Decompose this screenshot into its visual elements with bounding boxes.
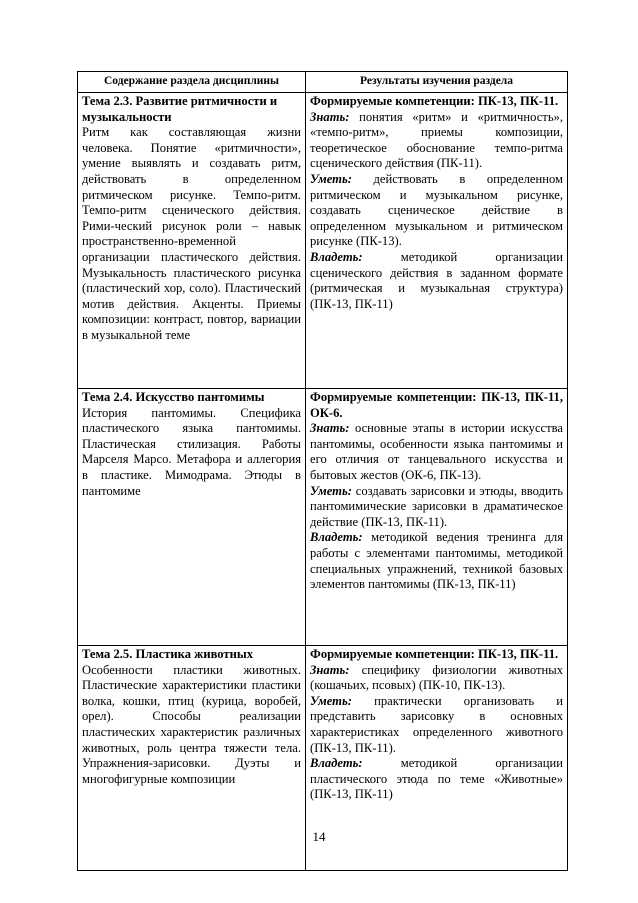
able-line: [310, 484, 563, 531]
table-header-row: [78, 72, 568, 93]
able-label: Уметь:: [310, 693, 352, 708]
topic-title: Тема 2.3. Развитие ритмичности и музыкальности: [82, 94, 278, 124]
header-results: Результаты изучения раздела: [306, 72, 568, 93]
competencies-text: Формируемые компетенции: ПК-13, ПК-11.: [310, 647, 559, 661]
own-label: Владеть:: [310, 249, 363, 264]
own-text: методикой организации пластического этюда по теме «Животные» (ПК-13, ПК-11): [310, 756, 563, 802]
know-label: Знать:: [310, 421, 350, 436]
able-text: создавать зарисовки и этюды, вводить пантомимические зарисовки в драматическое действие (ПК-13, ПК-11).: [310, 483, 563, 529]
results-cell: [306, 389, 568, 646]
page-number: 14: [312, 829, 326, 844]
know-label: Знать:: [310, 662, 350, 677]
able-label: Уметь:: [310, 483, 352, 498]
know-line: [310, 110, 563, 172]
topic-title: Тема 2.4. Искусство пантомимы: [82, 390, 265, 404]
topic-text: Ритм как составляющая жизни человека. Понятие «ритмичности», умение выявлять и создавать ритм, действовать в определенном ритмическом рисунке. Темпо-ритм. Темпо-ритм сценического действия. Рими-ческий рисунок роли – навык пространственно-временной организации пластического действия. Музыкальность пластического рисунка (пластический хор, соло). Пластический мотив действия. Акценты. Приемы композиции: контраст, повтор, вариации в музыкальной теме: [82, 125, 301, 342]
topic-text: Особенности пластики животных. Пластические характеристики пластики волка, кошки, птиц (курица, воробей, орел). Способы реализации пластических характеристик различных животных, роль центра тяжести тела. Упражнения-зарисовки. Дуэты и многофигурные композиции: [82, 662, 301, 786]
topic-text: История пантомимы. Специфика пластического языка пантомимы. Пластическая стилизация. Работы Марселя Марсо. Метафора и аллегория в пластике. Мимодрама. Этюды в пантомиме: [82, 405, 301, 498]
know-text: специфику физиологии животных (кошачьих, псовых) (ПК-10, ПК-13).: [310, 662, 563, 693]
topic-cell: [78, 93, 306, 389]
own-line: [310, 756, 563, 803]
discipline-table: [77, 71, 568, 871]
own-text: методикой ведения тренинга для работы с элементами пантомимы, методикой специальных упражнений, техникой базовых элементов пантомимы (ПК-13, ПК-11): [310, 530, 563, 592]
own-label: Владеть:: [310, 530, 363, 545]
able-line: [310, 172, 563, 250]
competencies-text: Формируемые компетенции: ПК-13, ПК-11.: [310, 94, 559, 108]
know-line: [310, 421, 563, 483]
own-label: Владеть:: [310, 756, 363, 771]
competencies-text: Формируемые компетенции: ПК-13, ПК-11, ОК-6.: [310, 390, 563, 420]
table-row: [78, 93, 568, 389]
table-row: [78, 389, 568, 646]
know-text: понятия «ритм» и «ритмичность», «темпо-ритм», приемы композиции, теоретическое обоснование темпо-ритма сценического действия (ПК-11).: [310, 109, 564, 171]
topic-title: Тема 2.5. Пластика животных: [82, 647, 253, 661]
own-line: [310, 530, 563, 592]
able-text: практически организовать и представить зарисовку в основных характеристиках определенного животного (ПК-13, ПК-11).: [310, 693, 563, 755]
know-line: [310, 663, 563, 694]
topic-cell: [78, 389, 306, 646]
header-content: Содержание раздела дисциплины: [78, 72, 306, 93]
able-line: [310, 694, 563, 756]
results-cell: [306, 93, 568, 389]
own-line: [310, 250, 563, 312]
able-label: Уметь:: [310, 171, 352, 186]
able-text: действовать в определенном ритмическом и музыкальном рисунке, создавать сценическое действие в определенном музыкальном и ритмическом рисунке (ПК-13).: [310, 171, 564, 249]
own-text: методикой организации сценического действия в заданном формате (ритмическая и музыкальная структура) (ПК-13, ПК-11): [310, 249, 563, 311]
know-label: Знать:: [310, 109, 350, 124]
know-text: основные этапы в истории искусства пантомимы, особенности языка пантомимы и его отличия от танцевального искусства и бытовых жестов (ОК-6, ПК-13).: [310, 421, 563, 482]
